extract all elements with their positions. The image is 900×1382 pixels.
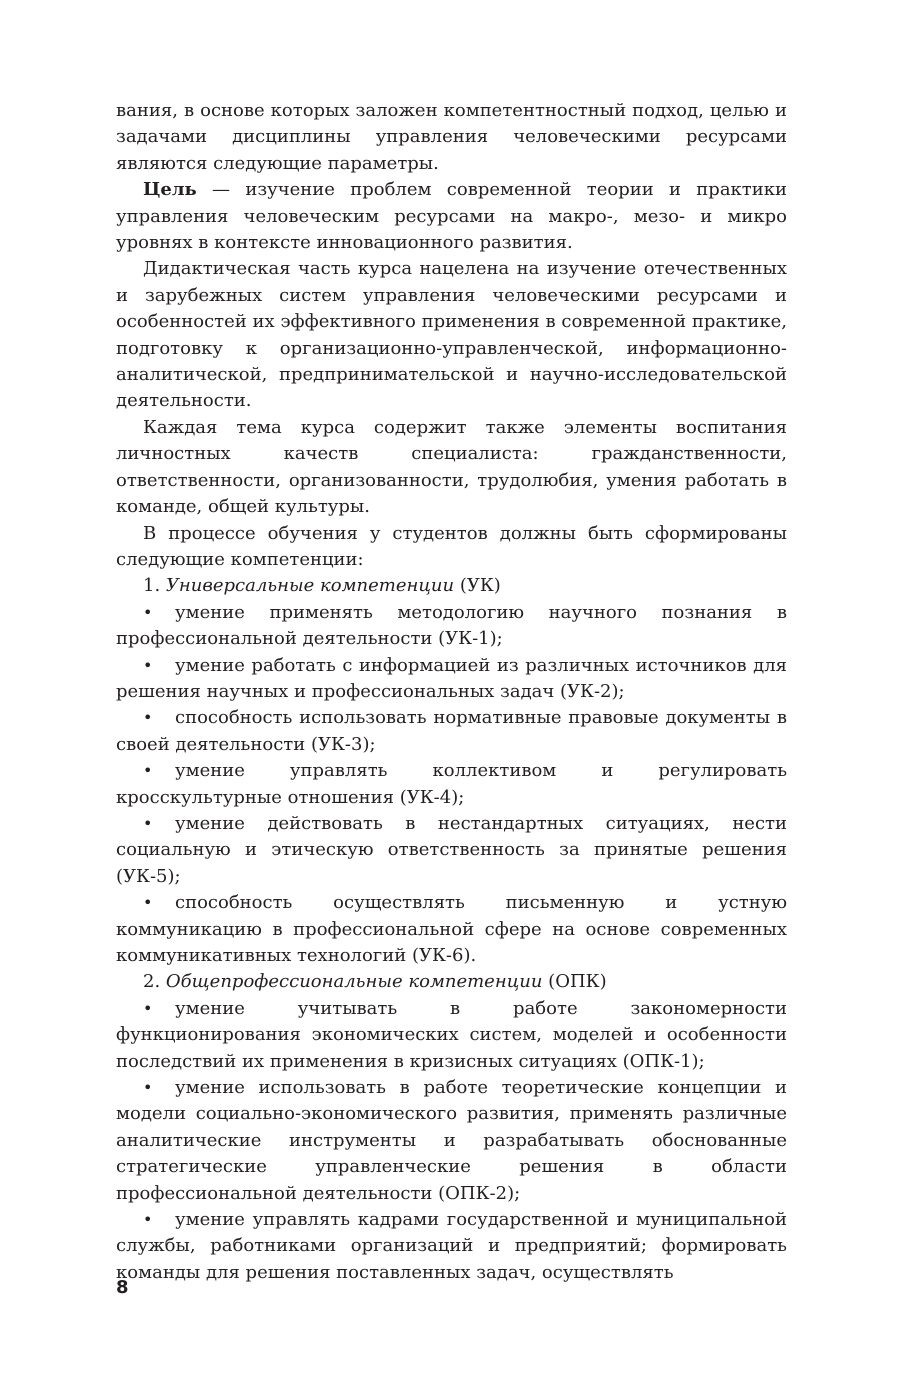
section-title: Общепрофессиональные компетенции <box>165 971 543 993</box>
list-item-text: умение управлять кадрами государственной и муниципальной службы, работниками организаций и предприятий; формировать команды для решения поставленных задач, осуществлять <box>116 1209 787 1283</box>
list-item-text: способность осуществлять письменную и устную коммуникацию в профессиональной сфере на основе современных коммуникативных технологий (УК-6). <box>116 892 787 966</box>
list-item-uk-5 <box>116 811 787 890</box>
bullet-icon: • <box>143 998 153 1018</box>
list-item-uk-6 <box>116 890 787 969</box>
list-item-opk-2 <box>116 1075 787 1207</box>
list-item-uk-1 <box>116 600 787 653</box>
paragraph-competencies-intro: В процессе обучения у студентов должны быть сформированы следующие компетенции: <box>116 522 787 570</box>
section-abbr: (ОПК) <box>548 971 607 993</box>
bullet-icon: • <box>143 813 153 833</box>
list-item-text: умение действовать в нестандартных ситуациях, нести социальную и этическую ответственность за принятые решения (УК-5); <box>116 812 787 887</box>
list-item-text: умение применять методологию научного познания в профессиональной деятельности (УК-1); <box>116 601 787 650</box>
bullet-icon: • <box>143 1078 153 1098</box>
list-item-text: умение работать с информацией из различных источников для решения научных и профессиональных задач (УК-2); <box>116 654 787 702</box>
list-item-opk-1 <box>116 996 787 1075</box>
page-number: 8 <box>116 1277 129 1298</box>
section-number: 1. <box>143 575 161 597</box>
paragraph-intro: вания, в основе которых заложен компетентностный подход, целью и задачами дисциплины управления человеческими ресурсами являются следующие параметры. <box>116 100 787 174</box>
list-item-opk-3 <box>116 1207 787 1286</box>
bullet-icon: • <box>143 655 153 675</box>
goal-lead-word: Цель <box>143 179 197 201</box>
bullet-icon: • <box>143 708 153 728</box>
paragraph-didactic: Дидактическая часть курса нацелена на изучение отечественных и зарубежных систем управления человеческими ресурсами и особенностей их эффективного применения в современной практике, подготовку к организационно-управленческой, информационно-аналитической, предпринимательской и научно-исследовательской деятельности. <box>116 258 787 412</box>
bullet-icon: • <box>143 893 153 913</box>
section-title: Универсальные компетенции <box>165 575 455 597</box>
section-heading-general-professional <box>116 969 787 995</box>
bullet-icon: • <box>143 602 153 622</box>
section-number: 2. <box>143 971 161 993</box>
paragraph-goal <box>116 177 787 256</box>
list-item-uk-3 <box>116 705 787 758</box>
paragraph-education: Каждая тема курса содержит также элементы воспитания личностных качеств специалиста: гражданственности, ответственности, организованности, трудолюбия, умения работать в команде, общей культуры. <box>116 416 787 518</box>
list-item-uk-4 <box>116 758 787 811</box>
list-item-text: умение управлять коллективом и регулировать кросскультурные отношения (УК-4); <box>116 760 787 808</box>
list-item-text: умение использовать в работе теоретические концепции и модели социально-экономического развития, применять различные аналитические инструменты и разрабатывать обоснованные стратегические управленческие решения в области профессиональной деятельности (ОПК-2); <box>116 1077 787 1204</box>
page-body <box>116 98 787 1286</box>
goal-text: — изучение проблем современной теории и практики управления человеческим ресурсами на макро-, мезо- и микро уровнях в контексте инновационного развития. <box>116 179 787 254</box>
bullet-icon: • <box>143 761 153 781</box>
section-abbr: (УК) <box>459 575 501 597</box>
list-item-text: способность использовать нормативные правовые документы в своей деятельности (УК-3); <box>116 707 787 755</box>
list-item-uk-2 <box>116 653 787 706</box>
bullet-icon: • <box>143 1210 153 1230</box>
section-heading-universal <box>116 573 787 599</box>
list-item-text: умение учитывать в работе закономерности функционирования экономических систем, моделей и особенности последствий их применения в кризисных ситуациях (ОПК-1); <box>116 997 787 1072</box>
